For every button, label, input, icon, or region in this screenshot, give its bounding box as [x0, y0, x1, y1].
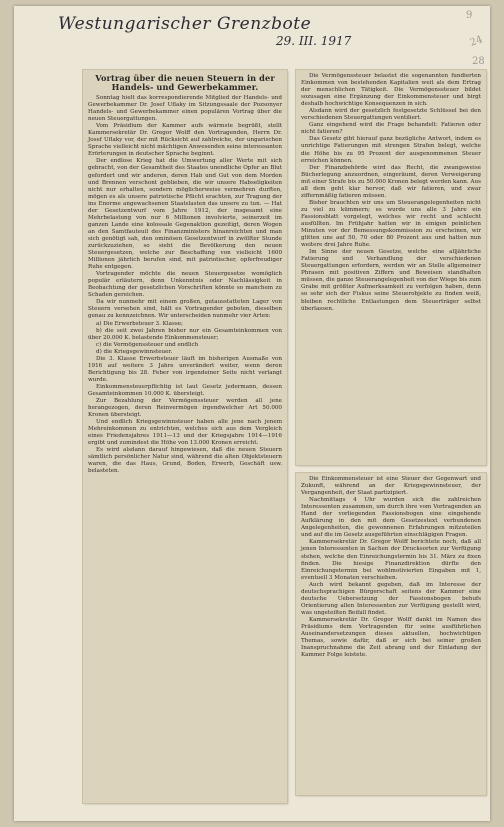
article-paragraph: Auch wird bekannt gegeben, daß im Interesse der deutschsprachigen Bürgerschaft seitens der Kammer eine deutsche Uebersetzung der Fassionsbogen behufs Orientierung allen Interessenten zur Verfügung gestellt wird, was ungeteilten Beifall findet.	[301, 581, 481, 616]
article-paragraph: b) die seit zwei Jahren bisher nur ein Gesamteinkommen von über 20.000 K. belastende Einkommensteuer;	[88, 327, 282, 341]
article-paragraph: d) die Kriegsgewinnsteuer.	[96, 348, 173, 355]
article-paragraph: Und endlich Kriegsgewinnsteuer haben alle jene nach jenem Mehreinkommen zu entrichten, welches sich aus dem Vergleich eines Friedensjahres 1911—13 und der Kriegsjahre 1914—1916 ergibt und zumindest die Höhe von 13.000 Kronen erreicht.	[88, 419, 282, 447]
pencil-mark-2: 24	[468, 34, 485, 49]
article-paragraph: Vortragender möchte die neuen Steuergesetze womöglich populär erläutern, denn Unkenntnis oder Nachlässigkeit in Beobachtung der gesetzlichen Vorschriften könnte so manchem zu Schaden gereichen.	[88, 271, 282, 299]
article-paragraph: Es wird alsdann darauf hingewiesen, daß die neuen Steuern sämtlich persönlicher Natur sind, während die alten Objektsteuern waren, die das Haus, Grund, Boden, Erwerb, Geschäft usw. belasteten.	[88, 447, 282, 475]
article-paragraph: Kammersekretär Dr. Gregor Wolff berichtete noch, daß all jenen Interessenten in Sachen der Drucksorten zur Verfügung stehen, welche den Einreichungstermin bis 31. März zu fixen finden. Die hiesige Finanzdirektion dürfte den Einreichungstermin bei wohlmotivierten Eingaben mit 1, eventuell 3 Monaten verschieben.	[301, 539, 481, 581]
article-paragraph: Ganz eingehend wird die Frage behandelt: Fatieren oder nicht fatieren?	[301, 122, 481, 136]
pencil-mark-3: 28	[472, 56, 485, 67]
handwritten-masthead: Westungarischer Grenzbote	[58, 14, 312, 34]
article-paragraph: a) Die Erwerbsteuer 3. Klasse;	[96, 320, 183, 327]
article-paragraph: Der endlose Krieg hat die Umwertung aller Werte mit sich gebracht, von der Gesamtheit des Staates unendliche Opfer an Blut gefordert und wir anderen, deren Hab und Gut von dem Morden und Brennen verschont geblieben, die wir unsere Habseligkeiten nicht nur erhalten, sondern möglicherweise vermehren durften, mögen es als unsere patriotische Pflicht erachten, zur Tragung der ins Enorme angewachsenen Staatslasten das unsere zu tun. — Hat der Gesetzentwurf vom Jahre 1912, der insgesamt eine Mehrbelastung von nur 6 Millionen involvierte, seinerzeit im ganzen Lande eine kolossale Gegenaktion gezeitigt, deren Wogen an den Samtfauteuil des Finanzministers hinanreichten und man sich genötigt sah, den ominösen Gesetzentwurf in zwölfter Stunde zurückzuziehen, so sieht die Bevölkerung den neuen Steuergesetzen, welche zur Beschaffung von vielleicht 1600 Millionen jährlich berufen sind, mit patriotischer, opferfreudiger Ruhe entgegen.	[88, 158, 282, 271]
article-paragraph: Die 3. Klasse Erwerbsteuer läuft im bisherigen Ausmaße von 1916 auf weitere 3 Jahre unverändert weiter, wenn deren Berichtigung bis 28. Feber von irgendeiner Seite nicht verlangt wurde.	[88, 355, 282, 383]
handwritten-date: 29. III. 1917	[276, 34, 352, 48]
article-paragraph: Da wir nunmehr mit einem großen, gutausstatteten Lager von Steuern versehen sind, hält es Vortragender geboten, dieselben genau zu kennzeichnen. Wir unterscheiden nunmehr vier Arten:	[88, 299, 282, 320]
article-paragraph: Alsdann wird der gesetzlich festgesetzte Schlüssel bei den verschiedenen Steuergattungen ventiliert.	[301, 108, 481, 122]
article-paragraph: Der Finanzbehörde wird das Recht, die zwangsweise Bücherlegung anzuordnen, eingeräumt, deren Verweigerung mit einer Strafe bis zu 50.000 Kronen belegt werden kann. Aus all dem geht klar hervor, daß wir fatieren, und zwar ziffernmäßig fatieren müssen.	[301, 164, 481, 199]
article-paragraph: c) die Vermögenssteuer und endlich	[96, 341, 199, 348]
clipping-left	[83, 70, 287, 803]
article-paragraph: Sonntag hielt das korrespondierende Mitglied der Handels- und Gewerbekammer Dr. Josef Uflaky im Sitzungssaale der Pozsonyer Handels- und Gewerbekammer einen populären Vortrag über die neuen Steuergattungen.	[88, 95, 282, 123]
article-paragraph: Das Gesetz gibt hierauf ganz bezügliche Antwort, indem es unrichtige Fatierungen mit strengen Strafen belegt, welche die Höhe bis zu 95 Prozent der ausgenommenen Steuer erreichen können.	[301, 136, 481, 164]
article-paragraph: Kammersekretär Dr. Gregor Wolff dankt im Namen des Präsidiums dem Vortragenden für seine ausführlichen Auseinandersetzungen dieses aktuellen, hochwichtigen Themas, sowie dafür, daß er sich bei seiner großen Inanspruchnahme die Zeit abrang und der Einladung der Kammer Folge leistete.	[301, 616, 481, 659]
clipping-right-bottom	[296, 473, 486, 795]
article-paragraph: Einkommensteuerpflichtig ist laut Gesetz jedermann, dessen Gesamteinkommen 10.000 K. übersteigt.	[88, 383, 282, 397]
article-paragraph: Im Sinne der neuen Gesetze, welche eine alljährliche Fatierung und Verhandlung der verschiedenen Steuergattungen erfordern, werden wir an Stelle allgemeiner Phrasen mit positiven Ziffern und Beweisen standhalten müssen, die ganze Steuerangelegenheit von der Wiege bis zum Grabe mit größter Aufmerksamkeit zu verfolgen haben, denn so sehr sich der Fiskus seine Steuerobjekte zu finden weiß, bleiben rechtliche Entlastungen dem Steuerträger selbst überlassen.	[301, 249, 481, 312]
pencil-mark-1: 9	[466, 10, 473, 21]
article-paragraph: Zur Bezahlung der Vermögenssteuer werden all jene herangezogen, deren Reinvermögen irgendwelcher Art 50.000 Kronen übersteigt.	[88, 398, 282, 419]
article-heading: Vortrag über die neuen Steuern in der Handels- und Gewerbekammer.	[95, 73, 275, 92]
article-paragraph: Nachmittags 4 Uhr wurden sich die zahlreichen Interessenten zusammen, um durch ihre vom Vortragenden an Hand der vorliegenden Fassionsbogen eine eingehende Aufklärung in den mit dem Gesetzestext verbundenen Angelegenheiten, die gewonnenen Erfahrungen mitzuteilen und auf die im Gesetz ausgeführten einschlägigen Fragen.	[301, 497, 481, 539]
article-paragraph: Die Einkommensteuer ist eine Steuer der Gegenwart und Zukunft, während an der Kriegsgewinnsteuer, der Vergangenheit, der Staat partizipiert.	[301, 476, 481, 497]
article-paragraph: Vom Präsidium der Kammer aufs wärmste begrüßt, stellt Kammersekretär Dr. Gregor Wolff den Vortragenden, Herrn Dr. Josef Uflaky vor, der mit Rücksicht auf zahlreiche, der ungarischen Sprache vielleicht nicht mächtigen Anwesenden seine interessanten Erörterungen in deutscher Sprache beginnt.	[88, 123, 283, 158]
article-paragraph: Bisher brauchten wir uns um Steuerangelegenheiten nicht zu viel zu kümmern; es wurde uns alle 3 Jahre ein Fassionsblatt vorgelegt, welches wir recht und schlecht ausfüllten. Im Frühjahr hatten wir in einigen peinlichen Minuten vor der Bemessungskommission zu erscheinen, wir glitten uns auf 50, 70 oder 80 Prozent aus und hatten nun weitere drei Jahre Ruhe.	[301, 199, 481, 249]
clipping-right-top	[296, 70, 486, 465]
archive-sheet	[14, 6, 490, 821]
article-paragraph: Die Vermögenssteuer belastet die sogenannten fundierten Einkommen von bestehenden Kapitalien weit als dem Ertrag der menschlichen Tätigkeit. Die Vermögenssteuer bildet sozusagen eine Ergänzung der Einkommensteuer und birgt deshalb hochwichtige Konsequenzen in sich.	[301, 73, 481, 108]
